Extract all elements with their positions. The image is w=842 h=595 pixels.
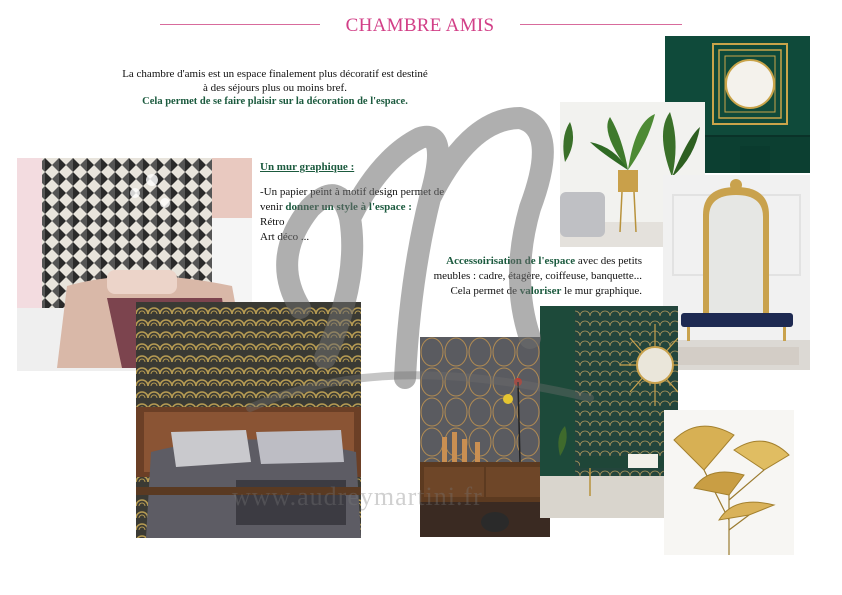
mur-line-1: -Un papier peint à motif design permet de bbox=[260, 186, 445, 198]
intro-line-1: La chambre d'amis est un espace finalement plus décoratif est destiné bbox=[122, 68, 428, 80]
title-rule-left bbox=[160, 24, 320, 25]
intro-text bbox=[100, 67, 450, 109]
watermark-url: www.audreymartini.fr bbox=[232, 482, 483, 511]
mur-line-2-highlight: donner un style à l'espace : bbox=[285, 201, 412, 213]
page-title: CHAMBRE AMIS bbox=[345, 15, 495, 36]
photo-golden-ginkgo-leaves bbox=[664, 410, 794, 555]
acc-line-1 bbox=[410, 254, 642, 269]
accessoirisation-text bbox=[410, 254, 642, 299]
acc-line-3 bbox=[410, 284, 642, 299]
photo-mirror-navy-bench bbox=[663, 175, 810, 370]
acc-line-3-highlight: valoriser bbox=[519, 285, 562, 297]
mur-line-2-pre: venir bbox=[260, 201, 286, 213]
acc-line-3-post: le mur graphique. bbox=[561, 285, 642, 297]
mur-line-2 bbox=[260, 200, 475, 215]
acc-highlight: Accessoirisation de l'espace bbox=[446, 255, 576, 267]
acc-line-3-pre: Cela permet de bbox=[450, 285, 520, 297]
intro-line-3: Cela permet de se faire plaisir sur la décoration de l'espace. bbox=[142, 96, 408, 107]
mur-heading: Un mur graphique : bbox=[260, 161, 355, 173]
acc-line-2: meubles : cadre, étagère, coiffeuse, banquette... bbox=[433, 270, 642, 282]
mur-graphique-text bbox=[260, 160, 475, 245]
mur-item-retro: Rétro bbox=[260, 216, 285, 228]
mur-item-art-deco: Art déco ... bbox=[260, 231, 310, 243]
photo-green-fan-wallpaper-mirror bbox=[540, 306, 678, 518]
title-rule-right bbox=[520, 24, 682, 25]
intro-line-2: à des séjours plus ou moins bref. bbox=[203, 82, 347, 94]
acc-line-1-rest: avec des petits bbox=[575, 255, 642, 267]
